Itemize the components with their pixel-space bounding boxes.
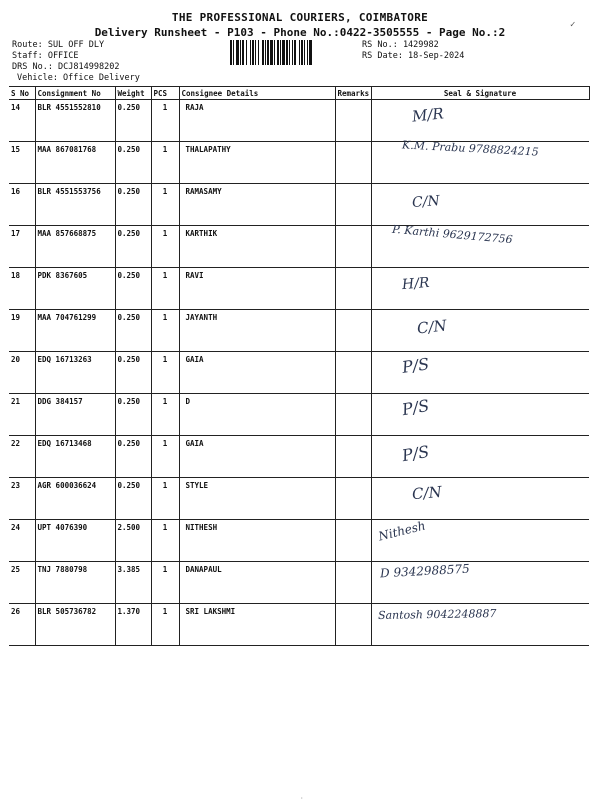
handwritten-signature: P/S <box>400 441 431 466</box>
remarks-cell <box>335 142 371 184</box>
table-row <box>9 184 589 226</box>
col-weight: Weight <box>115 87 151 100</box>
consignee-name: GAIA <box>179 436 335 478</box>
table-row <box>9 520 589 562</box>
pieces: 1 <box>151 520 179 562</box>
pieces: 1 <box>151 268 179 310</box>
remarks-cell <box>335 100 371 142</box>
weight: 2.500 <box>115 520 151 562</box>
pieces: 1 <box>151 142 179 184</box>
rs-no: RS No.: 1429982 <box>362 40 439 50</box>
pieces: 1 <box>151 604 179 646</box>
pieces: 1 <box>151 310 179 352</box>
remarks-cell <box>335 604 371 646</box>
barcode <box>228 40 356 65</box>
weight: 1.370 <box>115 604 151 646</box>
table-row <box>9 142 589 184</box>
row-sno: 26 <box>9 604 35 646</box>
table-header-row <box>9 87 589 100</box>
handwritten-signature: C/N <box>410 482 442 504</box>
row-sno: 22 <box>9 436 35 478</box>
pieces: 1 <box>151 100 179 142</box>
rs-info <box>362 40 464 62</box>
handwritten-signature: C/N <box>415 316 448 338</box>
page-mark: · <box>300 795 304 802</box>
consignee-name: RAMASAMY <box>179 184 335 226</box>
col-sno: S No <box>9 87 35 100</box>
remarks-cell <box>335 352 371 394</box>
weight: 0.250 <box>115 100 151 142</box>
consignee-name: RAVI <box>179 268 335 310</box>
consignee-name: SRI LAKSHMI <box>179 604 335 646</box>
handwritten-signature: D 9342988575 <box>379 561 470 581</box>
handwritten-signature: Santosh 9042248887 <box>377 606 497 623</box>
consignment-no: PDK 8367605 <box>35 268 115 310</box>
signature-cell <box>371 352 589 394</box>
signature-cell <box>371 222 589 268</box>
consignment-no: BLR 4551553756 <box>35 184 115 226</box>
signature-cell <box>371 268 589 310</box>
table-row <box>9 562 589 604</box>
consignment-no: UPT 4076390 <box>35 520 115 562</box>
weight: 0.250 <box>115 352 151 394</box>
signature-cell <box>371 100 589 142</box>
pieces: 1 <box>151 352 179 394</box>
row-sno: 18 <box>9 268 35 310</box>
pieces: 1 <box>151 478 179 520</box>
consignee-name: JAYANTH <box>179 310 335 352</box>
table-row <box>9 226 589 268</box>
remarks-cell <box>335 184 371 226</box>
consignee-name: KARTHIK <box>179 226 335 268</box>
weight: 0.250 <box>115 394 151 436</box>
corner-mark: ✓ <box>570 20 576 30</box>
consignment-no: BLR 505736782 <box>35 604 115 646</box>
col-consignee: Consignee Details <box>179 87 335 100</box>
remarks-cell <box>335 478 371 520</box>
signature-cell <box>371 562 589 604</box>
pieces: 1 <box>151 184 179 226</box>
table-row <box>9 478 589 520</box>
pieces: 1 <box>151 436 179 478</box>
remarks-cell <box>335 520 371 562</box>
row-sno: 25 <box>9 562 35 604</box>
consignment-no: TNJ 7880798 <box>35 562 115 604</box>
signature-cell <box>371 394 589 436</box>
rs-date: RS Date: 18-Sep-2024 <box>362 51 465 61</box>
consignee-name: D <box>179 394 335 436</box>
consignee-name: DANAPAUL <box>179 562 335 604</box>
consignment-no: MAA 867081768 <box>35 142 115 184</box>
handwritten-signature: Nithesh <box>376 518 427 544</box>
row-sno: 23 <box>9 478 35 520</box>
row-sno: 16 <box>9 184 35 226</box>
consignment-no: DDG 384157 <box>35 394 115 436</box>
remarks-cell <box>335 562 371 604</box>
consignment-no: BLR 4551552810 <box>35 100 115 142</box>
handwritten-signature: P/S <box>400 395 431 420</box>
signature-cell <box>371 520 589 562</box>
pieces: 1 <box>151 562 179 604</box>
signature-cell <box>371 310 589 352</box>
col-pcs: PCS <box>151 87 179 100</box>
weight: 0.250 <box>115 142 151 184</box>
table-row <box>9 604 589 646</box>
col-remarks: Remarks <box>335 87 371 100</box>
signature-cell <box>371 604 589 646</box>
signature-cell <box>371 436 589 478</box>
consignee-name: RAJA <box>179 100 335 142</box>
weight: 0.250 <box>115 310 151 352</box>
consignee-name: STYLE <box>179 478 335 520</box>
weight: 0.250 <box>115 226 151 268</box>
consignment-no: EDQ 16713468 <box>35 436 115 478</box>
route: Route: SUL OFF DLY <box>12 40 105 50</box>
table-row <box>9 394 589 436</box>
weight: 0.250 <box>115 436 151 478</box>
vehicle: Vehicle: Office Delivery <box>17 73 140 83</box>
weight: 0.250 <box>115 478 151 520</box>
col-signature: Seal & Signature <box>371 87 589 100</box>
table-row <box>9 268 589 310</box>
handwritten-signature: K.M. Prabu 9788824215 <box>401 138 539 159</box>
weight: 0.250 <box>115 268 151 310</box>
signature-cell <box>371 184 589 226</box>
pieces: 1 <box>151 394 179 436</box>
consignee-name: THALAPATHY <box>179 142 335 184</box>
row-sno: 21 <box>9 394 35 436</box>
row-sno: 17 <box>9 226 35 268</box>
consignee-name: GAIA <box>179 352 335 394</box>
route-info <box>12 40 119 73</box>
pieces: 1 <box>151 226 179 268</box>
consignment-no: MAA 704761299 <box>35 310 115 352</box>
drs-no: DRS No.: DCJ814998202 <box>12 62 120 72</box>
col-consignment: Consignment No <box>35 87 115 100</box>
row-sno: 24 <box>9 520 35 562</box>
weight: 3.385 <box>115 562 151 604</box>
remarks-cell <box>335 394 371 436</box>
weight: 0.250 <box>115 184 151 226</box>
remarks-cell <box>335 310 371 352</box>
table-row <box>9 100 589 142</box>
consignment-no: EDQ 16713263 <box>35 352 115 394</box>
signature-cell <box>371 478 589 520</box>
runsheet-title: Delivery Runsheet - P103 - Phone No.:0422-3505555 - Page No.:2 <box>94 26 506 39</box>
consignee-name: NITHESH <box>179 520 335 562</box>
consignment-no: MAA 857668875 <box>35 226 115 268</box>
remarks-cell <box>335 268 371 310</box>
consignment-no: AGR 600036624 <box>35 478 115 520</box>
row-sno: 15 <box>9 142 35 184</box>
handwritten-signature: H/R <box>400 274 430 294</box>
table-row <box>9 352 589 394</box>
handwritten-signature: P. Karthi 9629172756 <box>391 222 513 247</box>
table-row <box>9 436 589 478</box>
handwritten-signature: M/R <box>410 104 445 126</box>
table-row <box>9 310 589 352</box>
runsheet-table <box>9 86 590 646</box>
company-name: THE PROFESSIONAL COURIERS, COIMBATORE <box>171 11 429 24</box>
row-sno: 19 <box>9 310 35 352</box>
row-sno: 20 <box>9 352 35 394</box>
row-sno: 14 <box>9 100 35 142</box>
signature-cell <box>371 138 589 184</box>
handwritten-signature: P/S <box>400 354 430 377</box>
staff: Staff: OFFICE <box>12 51 79 61</box>
remarks-cell <box>335 226 371 268</box>
handwritten-signature: C/N <box>410 193 440 211</box>
remarks-cell <box>335 436 371 478</box>
